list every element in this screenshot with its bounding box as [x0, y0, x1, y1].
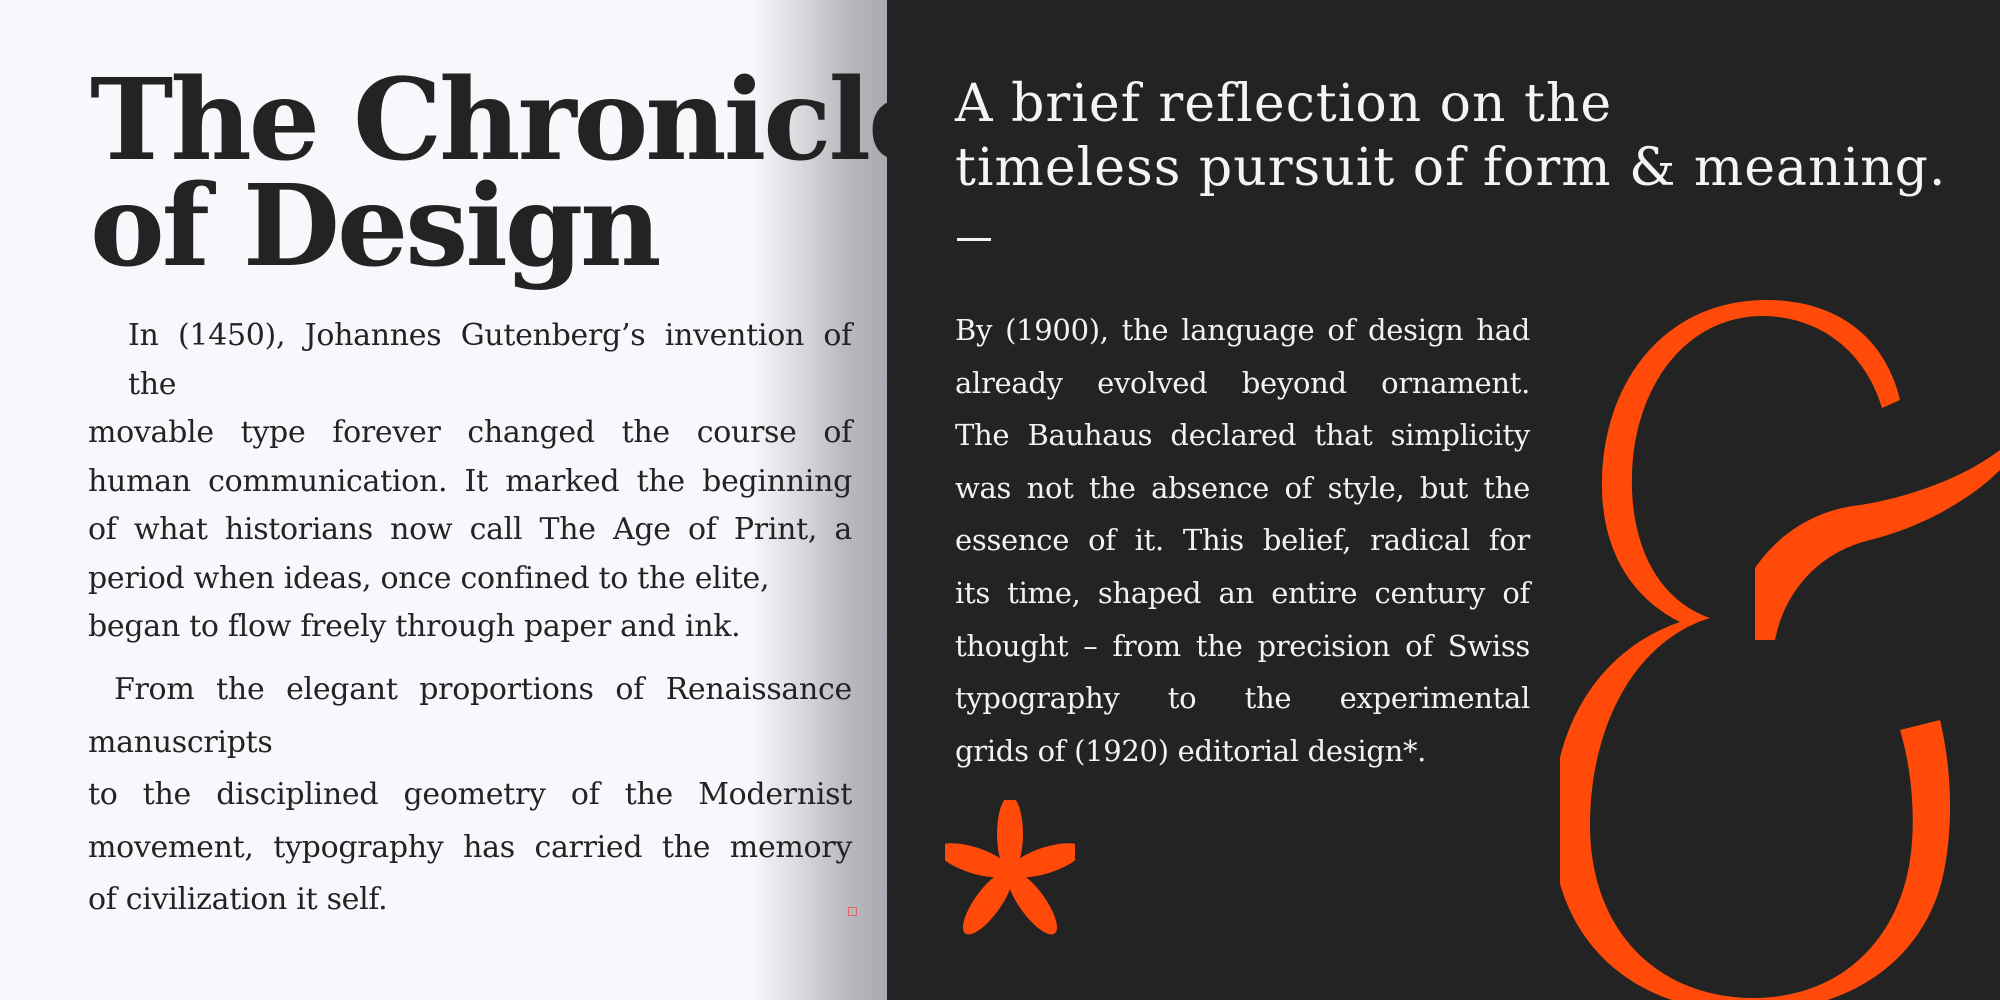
paragraph-line: In (1450), Johannes Gutenberg’s invention of the: [128, 318, 852, 402]
subtitle: [955, 72, 1946, 200]
paragraph-line: From the elegant proportions of Renaissance: [114, 672, 852, 707]
paragraph-line: began to flow freely through paper and ink.: [88, 609, 741, 644]
body-line: thought – from the precision of Swiss: [955, 628, 1530, 663]
paragraph-line: of what historians now call The Age of Print, a: [88, 512, 852, 547]
crop-mark-icon: [848, 907, 857, 916]
subtitle-line-1: A brief reflection on the: [955, 74, 1613, 134]
title-line-2: of Design: [90, 161, 659, 292]
body-line: already evolved beyond ornament.: [955, 365, 1530, 400]
paragraph-line: manuscripts: [88, 724, 273, 760]
asterisk-icon: [945, 800, 1075, 950]
body-line: was not the absence of style, but the: [955, 470, 1530, 505]
body-line: its time, shaped an entire century of: [955, 575, 1530, 610]
subtitle-line-2: timeless pursuit of form & meaning.: [955, 138, 1947, 198]
paragraph-line: period when ideas, once confined to the elite,: [88, 560, 770, 596]
page-title: [90, 55, 937, 292]
paragraph-line: movement, typography has carried the memory: [88, 829, 852, 865]
body-line: typography to the experimental: [955, 681, 1530, 716]
right-body-text: [955, 304, 1530, 777]
paragraph-line: to the disciplined geometry of the Modernist: [88, 777, 852, 812]
body-line: The Bauhaus declared that simplicity: [955, 418, 1530, 453]
intro-paragraph: [88, 312, 852, 652]
second-paragraph: [88, 664, 852, 927]
body-line: By (1900), the language of design had: [955, 313, 1530, 347]
paragraph-line: of civilization it self.: [88, 882, 388, 917]
paragraph-line: human communication. It marked the beginning: [88, 463, 852, 499]
body-line: essence of it. This belief, radical for: [955, 523, 1530, 558]
body-line: grids of (1920) editorial design*.: [955, 733, 1427, 768]
paragraph-line: movable type forever changed the course of: [88, 415, 852, 450]
title-line-1: The Chronicle: [90, 55, 937, 186]
ampersand-icon: [1560, 300, 2000, 1000]
separator-dash: [957, 238, 991, 241]
